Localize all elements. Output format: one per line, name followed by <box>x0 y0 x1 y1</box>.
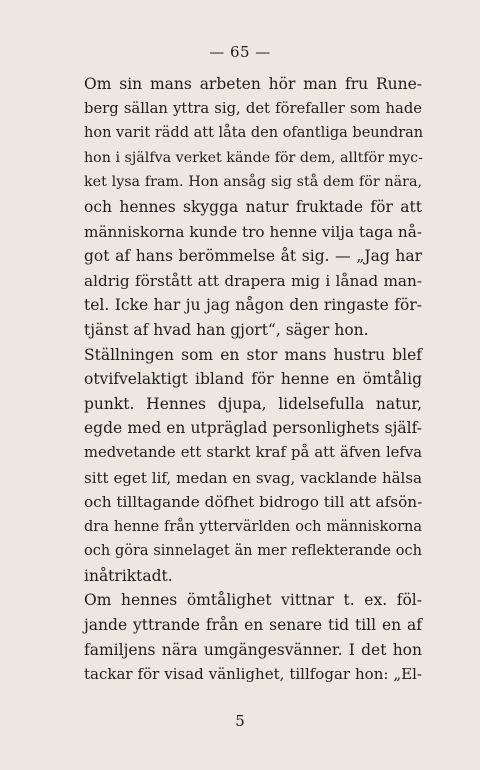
signature-mark: 5 <box>235 712 245 730</box>
text-line: sitt eget lif, medan en svag, vacklande hälsa <box>84 468 422 487</box>
text-line: tel. Icke har ju jag någon den ringaste för- <box>84 296 422 315</box>
text-line: ket lysa fram. Hon ansåg sig stå dem för nära, <box>84 174 422 191</box>
text-line: Om hennes ömtålighet vittnar t. ex. föl- <box>84 591 422 610</box>
text-line: inåtriktadt. <box>84 566 173 585</box>
text-line: hon varit rädd att låta den ofantliga beundran <box>84 125 424 142</box>
text-line: otvifvelaktigt ibland för henne en ömtålig <box>84 370 422 389</box>
text-line: tjänst af hvad han gjort“, säger hon. <box>84 320 369 339</box>
text-line: Ställningen som en stor mans hustru blef <box>84 345 422 364</box>
text-line: egde med en utpräglad personlighets själf- <box>84 419 422 438</box>
text-line: hon i själfva verket kände för dem, alltför myc- <box>84 149 423 166</box>
text-line: punkt. Hennes djupa, lidelsefulla natur, <box>84 394 422 413</box>
page-number: — 65 — <box>209 43 271 61</box>
text-line: tackar för visad vänlighet, tillfogar hon: „El- <box>84 665 422 684</box>
body-text <box>84 72 422 687</box>
text-line: berg sällan yttra sig, det förefaller som hade <box>84 99 422 117</box>
text-line: och hennes skygga natur fruktade för att <box>84 197 422 216</box>
text-line: familjens nära umgängesvänner. I det hon <box>84 640 422 659</box>
text-line: aldrig förstått att drapera mig i lånad man- <box>84 271 422 290</box>
text-line: medvetande ett starkt kraf på att äfven lefva <box>84 443 422 461</box>
text-line: got af hans berömmelse åt sig. — „Jag har <box>84 247 422 266</box>
text-line: Om sin mans arbeten hör man fru Rune- <box>84 75 422 93</box>
text-line: och tilltagande döfhet bidrogo till att afsön- <box>84 493 423 512</box>
text-line: dra henne från yttervärlden och människorna <box>84 518 422 535</box>
text-line: jande yttrande från en senare tid till en af <box>84 616 422 635</box>
text-line: och göra sinnelaget än mer reflekterande och <box>84 543 422 560</box>
text-line: människorna kunde tro henne vilja taga nå- <box>84 222 422 241</box>
